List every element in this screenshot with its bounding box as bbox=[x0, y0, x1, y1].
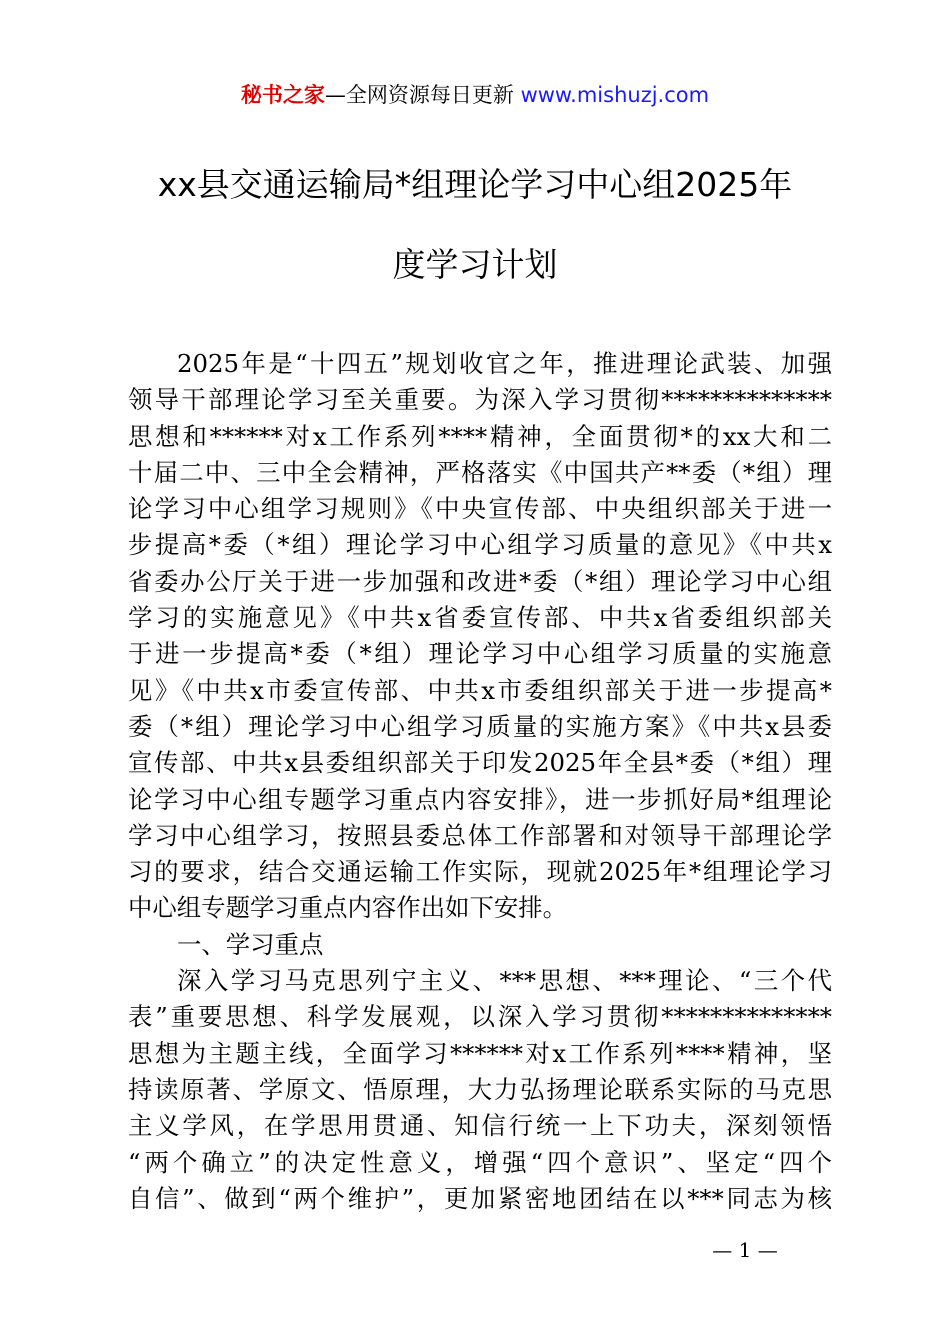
body-line: 宣传部、中共x县委组织部关于印发2025年全县*委（*组）理 bbox=[128, 748, 832, 778]
body-line: “两个确立”的决定性意义，增强“四个意识”、坚定“四个 bbox=[128, 1147, 832, 1177]
body-line: 持读原著、学原文、悟原理，大力弘扬理论联系实际的马克思 bbox=[128, 1074, 832, 1104]
title-line-2: 度学习计划 bbox=[392, 245, 558, 284]
body-line: 2025年是“十四五”规划收官之年，推进理论武装、加强 bbox=[177, 349, 832, 378]
body-line: 习的要求，结合交通运输工作实际，现就2025年*组理论学习 bbox=[128, 857, 832, 887]
section-heading: 一、学习重点 bbox=[177, 929, 324, 959]
body-line: 深入学习马克思列宁主义、***思想、***理论、“三个代 bbox=[177, 966, 832, 996]
body-line: 自信”、做到“两个维护”，更加紧密地团结在以***同志为核 bbox=[128, 1183, 832, 1213]
body-line: 见》《中共x市委宣传部、中共x市委组织部关于进一步提高* bbox=[128, 675, 832, 705]
site-brand: 秘书之家 bbox=[240, 83, 325, 107]
title-line-1: xx县交通运输局*组理论学习中心组2025年 bbox=[157, 165, 793, 204]
document-title bbox=[128, 160, 822, 290]
site-tagline: —全网资源每日更新 bbox=[324, 83, 514, 107]
body-line: 主义学风，在学思用贯通、知信行统一上下功夫，深刻领悟 bbox=[128, 1111, 832, 1141]
body-line: 论学习中心组学习规则》《中央宣传部、中央组织部关于进一 bbox=[128, 494, 832, 524]
body-line: 十届二中、三中全会精神，严格落实《中国共产**委（*组）理 bbox=[128, 457, 832, 487]
body-line: 步提高*委（*组）理论学习中心组学习质量的意见》《中共x bbox=[128, 530, 832, 560]
body-line: 省委办公厅关于进一步加强和改进*委（*组）理论学习中心组 bbox=[128, 566, 832, 596]
body-line: 中心组专题学习重点内容作出如下安排。 bbox=[128, 893, 568, 923]
body-line: 领导干部理论学习至关重要。为深入学习贯彻************** bbox=[128, 385, 832, 415]
body-line: 学习中心组学习，按照县委总体工作部署和对领导干部理论学 bbox=[128, 820, 832, 850]
body-line: 表”重要思想、科学发展观，以深入学习贯彻************** bbox=[128, 1002, 832, 1032]
site-url-link[interactable]: www.mishuzj.com bbox=[520, 83, 710, 107]
body-line: 委（*组）理论学习中心组学习质量的实施方案》《中共x县委 bbox=[128, 711, 832, 741]
body-line: 思想和******对x工作系列****精神，全面贯彻*的xx大和二 bbox=[128, 421, 832, 451]
body-line: 论学习中心组专题学习重点内容安排》，进一步抓好局*组理论 bbox=[128, 784, 832, 814]
page-number: — 1 — bbox=[712, 1238, 778, 1262]
body-line: 学习的实施意见》《中共x省委宣传部、中共x省委组织部关 bbox=[128, 603, 832, 633]
site-header bbox=[0, 80, 950, 110]
body-line: 思想为主题主线，全面学习******对x工作系列****精神，坚 bbox=[128, 1038, 832, 1068]
body-line: 于进一步提高*委（*组）理论学习中心组学习质量的实施意 bbox=[128, 639, 832, 669]
document-body bbox=[128, 346, 832, 1217]
